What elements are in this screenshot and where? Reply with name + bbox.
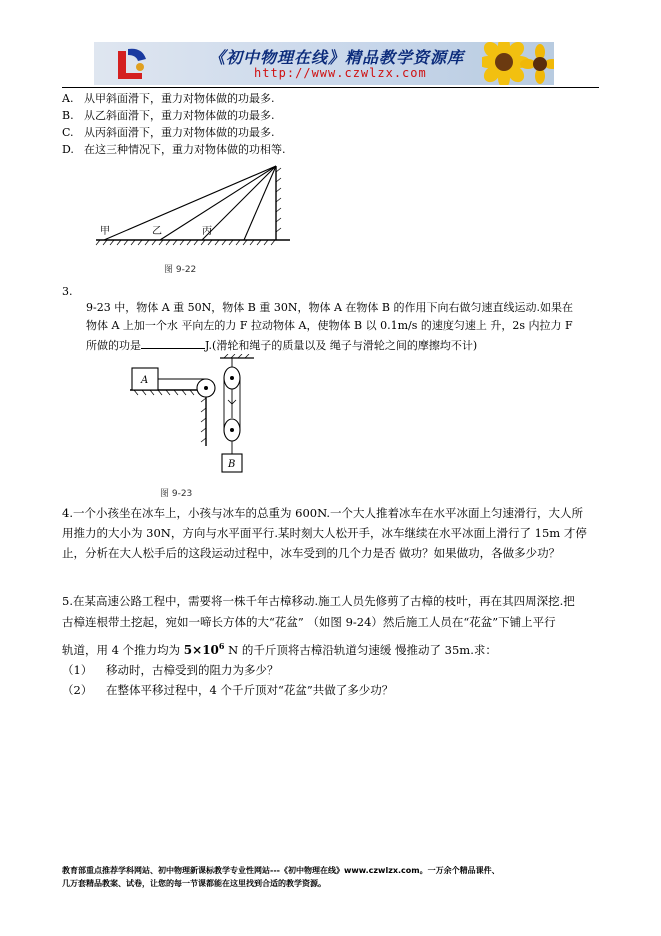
figure-9-23 — [124, 354, 264, 484]
label-yi: 乙 — [152, 226, 162, 237]
footer-line2: 几万套精品教案、试卷，让您的每一节课都能在这里找到合适的教学资源。 — [62, 879, 326, 888]
q3-number: 3. — [62, 285, 73, 298]
force-value: $5\times 10^6$ — [183, 641, 225, 657]
option-c: C. 从丙斜面滑下，重力对物体做的功最多. — [62, 126, 275, 139]
q4-line2: 用推力的大小为 30N，方向与水平面平行.某时刻大人松开手，冰车继续在水平冰面上滑行了 15m 才停 — [62, 526, 587, 540]
figure-9-23-caption: 图 9-23 — [160, 489, 193, 499]
q4-line1: 4.一个小孩坐在冰车上，小孩与冰车的总重为 600N.一个大人推着冰车在水平冰面上匀速滑行，大人所 — [62, 506, 584, 520]
q4-line3: 止，分析在大人松手后的这段运动过程中，冰车受到的几个力是否 做功？如果做功，各做多少功？ — [62, 546, 561, 560]
q5-line1: 5.在某高速公路工程中，需要将一株千年古樟移动.施工人员先修剪了古樟的枝叶，再在其四周深挖.把 — [62, 594, 575, 608]
label-a: A — [141, 375, 149, 386]
q2-options — [62, 91, 286, 158]
q3-line3: 所做的功是 J.(滑轮和绳子的质量以及 绳子与滑轮之间的摩擦均不计) — [86, 336, 477, 354]
header-banner — [94, 42, 554, 85]
footer-line1: 教育部重点推荐学科网站、初中物理新课标教学专业性网站---《初中物理在线》www.czwlzx.com。一万余个精品课件、 — [62, 866, 500, 875]
q5 — [62, 592, 575, 699]
q3-line2: 物体 A 上加一个水 平向左的力 F 拉动物体 A，使物体 B 以 0.1m/s 的速度匀速上 升，2s 内拉力 F — [86, 319, 573, 332]
logo-icon — [112, 45, 152, 83]
sunflower-icon — [482, 42, 554, 85]
q5-sub2: （2） 在整体平移过程中，4 个千斤顶对“花盆”共做了多少功？ — [62, 683, 394, 697]
label-jia: 甲 — [100, 226, 110, 237]
label-b: B — [228, 459, 236, 470]
q3-line1: 9-23 中，物体 A 重 50N，物体 B 重 30N，物体 A 在物体 B 的作用下向右做匀速直线运动.如果在 — [86, 301, 573, 314]
q5-line3: 轨道，用 4 个推力均为 $5\times 10^6$ N 的千斤顶将古樟沿轨道匀速缓 慢推动了 35m.求： — [62, 641, 497, 657]
q5-sub1: （1） 移动时，古樟受到的阻力为多少？ — [62, 663, 279, 677]
option-b: B. 从乙斜面滑下，重力对物体做的功最多. — [62, 109, 275, 122]
footer — [62, 864, 500, 890]
q5-line2: 古樟连根带土挖起，宛如一啼长方体的大“花盆” （如图 9-24）然后施工人员在“花盆”下铺上平行 — [62, 615, 556, 629]
option-a: A. 从甲斜面滑下，重力对物体做的功最多. — [62, 92, 275, 105]
figure-9-22-caption: 图 9-22 — [164, 265, 197, 275]
option-d: D. 在这三种情况下，重力对物体做的功相等. — [62, 143, 286, 156]
q4 — [62, 504, 587, 562]
banner-title: 《初中物理在线》精品教学资源库 — [209, 48, 465, 67]
banner-url[interactable]: http://www.czwlzx.com — [254, 66, 427, 80]
figure-9-22 — [80, 160, 300, 260]
label-bing: 丙 — [202, 226, 212, 237]
header-rule — [62, 87, 599, 88]
answer-blank[interactable] — [141, 336, 205, 349]
